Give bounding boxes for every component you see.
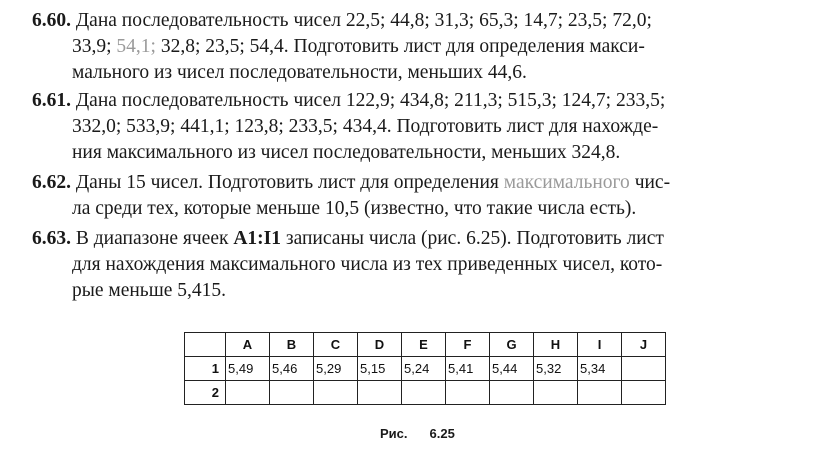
column-header: D: [358, 333, 402, 357]
cell: 5,24: [402, 357, 446, 381]
column-header: G: [490, 333, 534, 357]
problem-number: 6.61.: [32, 90, 71, 111]
column-header: I: [578, 333, 622, 357]
cell: 5,15: [358, 357, 402, 381]
problem-line: [72, 34, 792, 60]
problem-line: [72, 60, 792, 86]
figure-caption: [380, 426, 455, 441]
problem-text: 33,9;: [72, 36, 112, 57]
faded-word: максимального: [503, 172, 630, 193]
problem-line: [72, 196, 792, 222]
faded-number: 54,1;: [116, 36, 156, 57]
table-row: [185, 357, 666, 381]
cell: [622, 381, 666, 405]
column-header-row: [185, 333, 666, 357]
row-header: 2: [185, 381, 226, 405]
problem-line: [72, 114, 792, 140]
cell: [358, 381, 402, 405]
cell: 5,29: [314, 357, 358, 381]
cell: [402, 381, 446, 405]
problem-line: [32, 226, 792, 252]
cell: [622, 357, 666, 381]
cell: 5,49: [226, 357, 270, 381]
problem-text: записаны числа (рис. 6.25). Подготовить лист: [285, 228, 664, 249]
column-header: F: [446, 333, 490, 357]
problem-text: 332,0; 533,9; 441,1; 123,8; 233,5; 434,4. Подготовить лист для нахожде-: [72, 116, 659, 137]
problem-line: [32, 88, 792, 114]
cell: [270, 381, 314, 405]
cell-range: A1:I1: [233, 228, 282, 249]
problem-text: мального из чисел последовательности, меньших 44,6.: [72, 62, 527, 83]
caption-label: Рис.: [380, 426, 408, 441]
problem-text: Дана последовательность чисел 22,5; 44,8; 31,3; 65,3; 14,7; 23,5; 72,0;: [75, 10, 652, 31]
problem-text: 32,8; 23,5; 54,4. Подготовить лист для определения макси-: [160, 36, 645, 57]
problem-text: чис-: [634, 172, 671, 193]
cell: [490, 381, 534, 405]
row-header: 1: [185, 357, 226, 381]
cell: [534, 381, 578, 405]
problem-text: ния максимального из чисел последовательности, меньших 324,8.: [72, 142, 621, 163]
problem-text: рые меньше 5,415.: [72, 280, 227, 301]
cell: [314, 381, 358, 405]
caption-number: 6.25: [429, 426, 455, 441]
problem-text: Дана последовательность чисел 122,9; 434,8; 211,3; 515,3; 124,7; 233,5;: [75, 90, 666, 111]
cell: 5,34: [578, 357, 622, 381]
column-header: J: [622, 333, 666, 357]
column-header: C: [314, 333, 358, 357]
table-row: [185, 381, 666, 405]
problem-text: В диапазоне ячеек: [75, 228, 229, 249]
column-header: B: [270, 333, 314, 357]
cell: 5,46: [270, 357, 314, 381]
corner-cell: [185, 333, 226, 357]
problem-text: ла среди тех, которые меньше 10,5 (известно, что такие числа есть).: [72, 198, 637, 219]
problem-text: для нахождения максимального числа из тех приведенных чисел, кото-: [72, 254, 663, 275]
cell: [578, 381, 622, 405]
problem-line: [72, 140, 792, 166]
cell: [226, 381, 270, 405]
problem-line: [32, 170, 792, 196]
cell: [446, 381, 490, 405]
column-header: E: [402, 333, 446, 357]
cell: 5,41: [446, 357, 490, 381]
problem-number: 6.60.: [32, 10, 71, 31]
problem-line: [72, 252, 792, 278]
spreadsheet-figure: [184, 332, 666, 405]
column-header: H: [534, 333, 578, 357]
column-header: A: [226, 333, 270, 357]
cell: 5,32: [534, 357, 578, 381]
problem-number: 6.62.: [32, 172, 71, 193]
problem-line: [32, 8, 792, 34]
problem-number: 6.63.: [32, 228, 71, 249]
problem-text: Даны 15 чисел. Подготовить лист для определения: [75, 172, 499, 193]
problem-line: [72, 278, 792, 304]
cell: 5,44: [490, 357, 534, 381]
